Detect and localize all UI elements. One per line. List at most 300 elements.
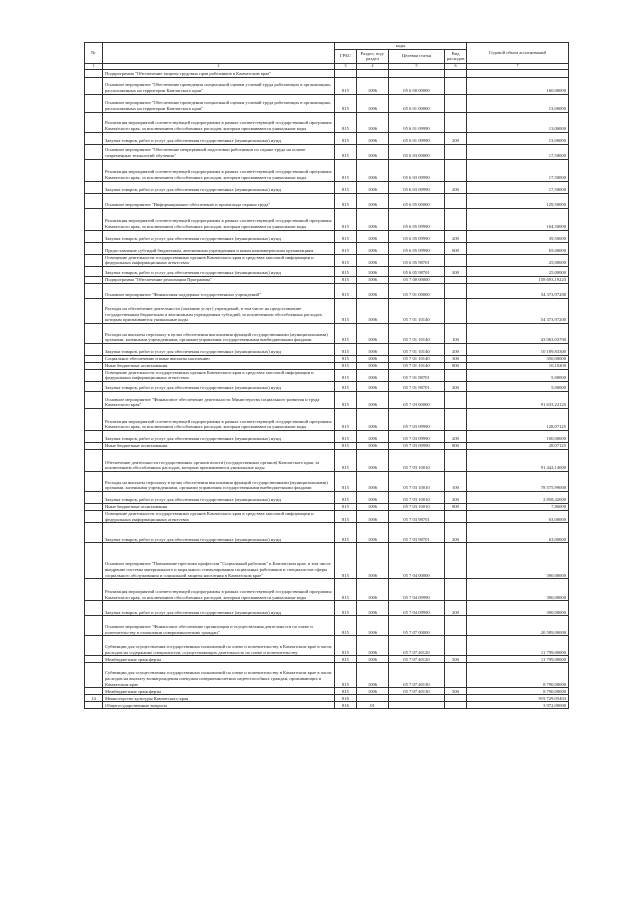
- row-section: 1006: [357, 77, 389, 94]
- row-number: [85, 381, 103, 391]
- row-target: [389, 69, 445, 77]
- row-name: Основное мероприятие "Повышение престижа профессии "Социальный работник" в Камчатском крае, в том числе внедрение системы материального и морального стимулирования социальных работников и специалистов сферы социального обслуживания и социальной защиты населения в Камчатском крае": [103, 543, 335, 579]
- row-grbs: 815: [335, 230, 357, 242]
- row-amount: 8 790,00000: [467, 688, 569, 695]
- row-vid: [445, 276, 467, 283]
- row-section: 1006: [357, 362, 389, 369]
- row-section: 1006: [357, 254, 389, 266]
- row-target: 05 7 01 10140: [389, 323, 445, 343]
- row-name: Закупка товаров, работ и услуг для обеспечения государственных (муниципальных) нужд: [103, 430, 335, 442]
- row-number: [85, 491, 103, 503]
- row-amount: 5,00000: [467, 369, 569, 381]
- table-row: [85, 266, 569, 276]
- row-grbs: [335, 69, 357, 77]
- table-row: [85, 276, 569, 283]
- row-number: [85, 323, 103, 343]
- row-name: Закупка товаров, работ и услуг для обеспечения государственных (муниципальных) нужд: [103, 266, 335, 276]
- row-vid: [445, 254, 467, 266]
- table-row: [85, 343, 569, 355]
- row-grbs: 815: [335, 601, 357, 616]
- row-target: 05 6 05 98701: [389, 254, 445, 266]
- row-vid: [445, 208, 467, 230]
- row-amount: 13,00000: [467, 112, 569, 132]
- row-target: 05 7 03 09990: [389, 442, 445, 449]
- row-name: Расходы на выплаты персоналу в целях обеспечения выполнения функций государственными (муниципальными) органами, казенными учреждениями, органами управления государственными внебюджетными фондами: [103, 471, 335, 491]
- row-target: 05 7 07 00000: [389, 616, 445, 636]
- row-vid: 600: [445, 242, 467, 254]
- row-number: [85, 254, 103, 266]
- row-target: 05 6 05 09990: [389, 242, 445, 254]
- row-name: Закупка товаров, работ и услуг для обеспечения государственных (муниципальных) нужд: [103, 230, 335, 242]
- table-row: [85, 663, 569, 688]
- row-vid: [445, 112, 467, 132]
- row-amount: 158 693,19223: [467, 276, 569, 283]
- row-amount: 91 442,14000: [467, 449, 569, 471]
- row-name: Основное мероприятие "Обеспечение проведения специальной оценки условий труда работающих в организациях, расположенных на территории Камчатского края": [103, 94, 335, 112]
- row-target: 05 7 03 10010: [389, 449, 445, 471]
- table-row: [85, 471, 569, 491]
- row-section: 1006: [357, 688, 389, 695]
- row-amount: 39,50000: [467, 230, 569, 242]
- row-grbs: 815: [335, 369, 357, 381]
- table-row: [85, 77, 569, 94]
- row-section: 01: [357, 702, 389, 709]
- row-vid: [445, 298, 467, 323]
- row-section: 1006: [357, 601, 389, 616]
- row-name: Обеспечение деятельности государственных органов власти (государственных органов) Камчатского края, за исключением обособленных расходов, которым присваиваются уникальные коды: [103, 449, 335, 471]
- row-name: Основное мероприятие "Обеспечение непрерывной подготовки работников по охране труда на основе современных технологий обучения": [103, 144, 335, 159]
- row-amount: 54 373,97200: [467, 298, 569, 323]
- row-section: 1006: [357, 391, 389, 408]
- row-vid: 800: [445, 442, 467, 449]
- row-section: 1006: [357, 276, 389, 283]
- row-vid: [445, 695, 467, 702]
- row-grbs: 815: [335, 355, 357, 362]
- table-row: [85, 181, 569, 193]
- row-grbs: 815: [335, 510, 357, 522]
- row-target: 05 7 03 00000: [389, 391, 445, 408]
- budget-table-sheet: [84, 42, 568, 709]
- table-row: [85, 391, 569, 408]
- table-row: [85, 132, 569, 144]
- row-target: [389, 702, 445, 709]
- row-number: [85, 266, 103, 276]
- table-row: [85, 503, 569, 510]
- row-section: 1006: [357, 266, 389, 276]
- table-row: [85, 695, 569, 702]
- row-grbs: 815: [335, 266, 357, 276]
- header-index: 7: [467, 63, 569, 69]
- row-section: 1006: [357, 471, 389, 491]
- row-number: [85, 523, 103, 543]
- row-section: 1006: [357, 491, 389, 503]
- row-grbs: 816: [335, 702, 357, 709]
- row-target: 05 7 03 09990: [389, 430, 445, 442]
- row-number: [85, 430, 103, 442]
- row-amount: 7,86000: [467, 503, 569, 510]
- row-target: 05 7 01 98701: [389, 381, 445, 391]
- row-grbs: 815: [335, 503, 357, 510]
- row-grbs: 815: [335, 636, 357, 656]
- row-amount: 17,50000: [467, 144, 569, 159]
- row-vid: [445, 77, 467, 94]
- header-vid: Вид расходов: [445, 49, 467, 63]
- row-name: Закупка товаров, работ и услуг для обеспечения государственных (муниципальных) нужд: [103, 601, 335, 616]
- row-name: Освещение деятельности государственных органов Камчатского края в средствах массовой информации и федеральных информационных агентствах: [103, 510, 335, 522]
- row-name: Иные бюджетные ассигнования: [103, 362, 335, 369]
- row-vid: 800: [445, 362, 467, 369]
- row-amount: 17,50000: [467, 181, 569, 193]
- row-amount: 63,00000: [467, 523, 569, 543]
- table-row: [85, 616, 569, 636]
- row-name: Иные бюджетные ассигнования: [103, 503, 335, 510]
- row-grbs: 815: [335, 471, 357, 491]
- table-row: [85, 579, 569, 601]
- row-vid: 200: [445, 266, 467, 276]
- table-row: [85, 193, 569, 208]
- row-amount: 43 063,03700: [467, 323, 569, 343]
- header-grbs: ГРБС: [335, 49, 357, 63]
- row-section: 1006: [357, 144, 389, 159]
- row-name: Межбюджетные трансферты: [103, 656, 335, 663]
- row-amount: 91 633,22125: [467, 391, 569, 408]
- row-grbs: 815: [335, 132, 357, 144]
- row-vid: [445, 94, 467, 112]
- row-name: Реализация мероприятий соответствующей подпрограммы в рамках соответствующей государственной программы Камчатского края, за исключением обособленных расходов, которым присваиваются уникальные коды: [103, 579, 335, 601]
- row-section: 1006: [357, 408, 389, 430]
- row-vid: 200: [445, 523, 467, 543]
- row-number: [85, 69, 103, 77]
- row-target: 05 6 03 09990: [389, 181, 445, 193]
- row-vid: 100: [445, 471, 467, 491]
- row-name: Закупка товаров, работ и услуг для обеспечения государственных (муниципальных) нужд: [103, 132, 335, 144]
- row-number: [85, 471, 103, 491]
- row-amount: 919 729,05403: [467, 695, 569, 702]
- row-vid: 500: [445, 688, 467, 695]
- table-row: [85, 112, 569, 132]
- row-name: Социальное обеспечение и иные выплаты населению: [103, 355, 335, 362]
- row-target: 05 7 03 10010: [389, 471, 445, 491]
- table-row: [85, 94, 569, 112]
- row-name: Закупка товаров, работ и услуг для обеспечения государственных (муниципальных) нужд: [103, 523, 335, 543]
- header-codes: коды: [335, 43, 467, 50]
- row-grbs: 815: [335, 449, 357, 471]
- row-amount: 10,10200: [467, 362, 569, 369]
- row-section: 1006: [357, 298, 389, 323]
- row-target: 05 7 03 09990: [389, 408, 445, 430]
- row-vid: [445, 144, 467, 159]
- row-amount: 11 799,00000: [467, 656, 569, 663]
- row-number: [85, 616, 103, 636]
- row-vid: [445, 449, 467, 471]
- table-row: [85, 408, 569, 430]
- row-section: [357, 69, 389, 77]
- row-grbs: 815: [335, 579, 357, 601]
- row-amount: 129,50000: [467, 193, 569, 208]
- row-amount: 390,00000: [467, 543, 569, 579]
- row-amount: 17,50000: [467, 159, 569, 181]
- row-number: [85, 579, 103, 601]
- row-number: [85, 112, 103, 132]
- table-row: [85, 230, 569, 242]
- row-target: 05 7 03 98701: [389, 523, 445, 543]
- row-name: Министерство культуры Камчатского края: [103, 695, 335, 702]
- table-row: [85, 369, 569, 381]
- row-vid: [445, 702, 467, 709]
- row-vid: 200: [445, 601, 467, 616]
- row-section: 1006: [357, 230, 389, 242]
- row-amount: 2 858,42000: [467, 491, 569, 503]
- row-grbs: 815: [335, 276, 357, 283]
- row-target: 05 7 01 98701: [389, 369, 445, 381]
- row-target: 05 7 04 09990: [389, 601, 445, 616]
- row-grbs: 815: [335, 181, 357, 193]
- row-target: 05 6 05 09990: [389, 230, 445, 242]
- table-row: [85, 69, 569, 77]
- row-vid: [445, 510, 467, 522]
- row-section: 1006: [357, 579, 389, 601]
- row-amount: 65,00000: [467, 242, 569, 254]
- row-vid: 300: [445, 355, 467, 362]
- row-grbs: 815: [335, 663, 357, 688]
- row-name: Реализация мероприятий соответствующей подпрограммы в рамках соответствующей государственной программы Камчатского края, за исключением обособленных расходов, которым присваиваются уникальные коды: [103, 112, 335, 132]
- table-row: [85, 355, 569, 362]
- row-vid: 500: [445, 656, 467, 663]
- row-amount: 54 373,97200: [467, 283, 569, 298]
- row-section: 1006: [357, 112, 389, 132]
- row-target: 05 7 01 10140: [389, 355, 445, 362]
- row-number: [85, 355, 103, 362]
- row-target: 05 6 00 00000: [389, 77, 445, 94]
- row-number: [85, 663, 103, 688]
- header-index: 1: [85, 63, 103, 69]
- table-row: [85, 242, 569, 254]
- row-amount: 350,00000: [467, 355, 569, 362]
- row-section: 1006: [357, 369, 389, 381]
- row-number: [85, 343, 103, 355]
- row-number: [85, 181, 103, 193]
- row-section: 1006: [357, 323, 389, 343]
- row-number: [85, 408, 103, 430]
- row-name: Закупка товаров, работ и услуг для обеспечения государственных (муниципальных) нужд: [103, 181, 335, 193]
- row-name: Основное мероприятие "Информационное обеспечение и пропаганда охраны труда": [103, 193, 335, 208]
- row-section: 1006: [357, 181, 389, 193]
- row-vid: [445, 391, 467, 408]
- row-section: 1006: [357, 343, 389, 355]
- row-section: 1006: [357, 132, 389, 144]
- row-target: 05 7 03 10010: [389, 503, 445, 510]
- row-number: [85, 702, 103, 709]
- row-target: 05 7 04 09990: [389, 579, 445, 601]
- header-index: 6: [445, 63, 467, 69]
- row-grbs: 815: [335, 283, 357, 298]
- row-target: 05 6 01 00000: [389, 94, 445, 112]
- row-grbs: 815: [335, 254, 357, 266]
- table-row: [85, 323, 569, 343]
- table-row: [85, 254, 569, 266]
- table-row: [85, 601, 569, 616]
- row-target: 05 7 04 00000: [389, 543, 445, 579]
- row-grbs: 815: [335, 381, 357, 391]
- row-grbs: 815: [335, 362, 357, 369]
- row-grbs: 815: [335, 159, 357, 181]
- row-vid: 200: [445, 181, 467, 193]
- row-vid: [445, 543, 467, 579]
- row-vid: 200: [445, 491, 467, 503]
- table-row: [85, 430, 569, 442]
- table-row: [85, 523, 569, 543]
- row-number: [85, 369, 103, 381]
- row-grbs: 815: [335, 430, 357, 442]
- row-vid: [445, 283, 467, 298]
- row-section: 1006: [357, 193, 389, 208]
- row-name: Подпрограмма "Обеспечение защиты трудовых прав работников в Камчатском крае": [103, 69, 335, 77]
- row-name: Основное мероприятие "Финансовое обеспечение деятельности Министерства социального развития и труда Камчатского края": [103, 391, 335, 408]
- row-number: [85, 144, 103, 159]
- table-row: [85, 702, 569, 709]
- row-vid: [445, 636, 467, 656]
- row-vid: [445, 193, 467, 208]
- row-target: [389, 695, 445, 702]
- row-amount: 10 189,83300: [467, 343, 569, 355]
- table-row: [85, 159, 569, 181]
- row-grbs: 815: [335, 193, 357, 208]
- row-vid: 200: [445, 230, 467, 242]
- row-target: 05 6 05 98701: [389, 266, 445, 276]
- row-target: 05 7 07 40130: [389, 688, 445, 695]
- row-number: [85, 656, 103, 663]
- table-row: [85, 442, 569, 449]
- header-index: 4: [357, 63, 389, 69]
- row-amount: 13,00000: [467, 132, 569, 144]
- row-amount: 63,00000: [467, 510, 569, 522]
- row-vid: 200: [445, 343, 467, 355]
- header-index: 2: [103, 63, 335, 69]
- row-name: Реализация мероприятий соответствующей подпрограммы в рамках соответствующей государственной программы Камчатского края, за исключением обособленных расходов, которым присваиваются уникальные коды: [103, 159, 335, 181]
- row-target: 05 7 03 10010: [389, 491, 445, 503]
- table-row: [85, 362, 569, 369]
- row-vid: [445, 579, 467, 601]
- row-section: 1006: [357, 159, 389, 181]
- row-name: Межбюджетные трансферты: [103, 688, 335, 695]
- table-row: [85, 298, 569, 323]
- row-vid: [445, 408, 467, 430]
- table-row: [85, 688, 569, 695]
- row-grbs: 815: [335, 144, 357, 159]
- row-vid: 200: [445, 381, 467, 391]
- row-grbs: 815: [335, 688, 357, 695]
- row-section: 1006: [357, 523, 389, 543]
- row-vid: 800: [445, 503, 467, 510]
- row-grbs: 815: [335, 94, 357, 112]
- row-name: Основное мероприятие "Финансовая поддержка государственных учреждений": [103, 283, 335, 298]
- row-vid: [445, 369, 467, 381]
- row-amount: 20 589,00000: [467, 616, 569, 636]
- row-number: [85, 208, 103, 230]
- row-amount: 160,00000: [467, 77, 569, 94]
- header-amount: Годовой объем ассигнований: [467, 43, 569, 64]
- row-amount: 25,00000: [467, 254, 569, 266]
- row-target: 05 7 03 98701: [389, 510, 445, 522]
- row-amount: [467, 69, 569, 77]
- header-number: №: [85, 43, 103, 64]
- row-section: 1006: [357, 283, 389, 298]
- row-section: 1006: [357, 510, 389, 522]
- row-number: [85, 362, 103, 369]
- row-name: Основное мероприятие "Обеспечение проведения специальной оценки условий труда работающих в организациях, расположенных на территории Камчатского края": [103, 77, 335, 94]
- row-name: Закупка товаров, работ и услуг для обеспечения государственных (муниципальных) нужд: [103, 491, 335, 503]
- row-number: [85, 230, 103, 242]
- row-name: Расходы на выплаты персоналу в целях обеспечения выполнения функций государственными (муниципальными) органами, казенными учреждениями, органами управления государственными внебюджетными фондами: [103, 323, 335, 343]
- table-row: [85, 510, 569, 522]
- row-amount: 104,50000: [467, 208, 569, 230]
- row-target: 05 6 05 09990: [389, 208, 445, 230]
- budget-table-body: [85, 69, 569, 709]
- header-index: 5: [389, 63, 445, 69]
- row-number: [85, 159, 103, 181]
- row-target: 05 7 07 40120: [389, 656, 445, 663]
- row-name: Основное мероприятие "Финансовое обеспечение организации и осуществления деятельности по опеке и попечительству в отношении совершеннолетних граждан": [103, 616, 335, 636]
- row-number: [85, 503, 103, 510]
- row-number: [85, 601, 103, 616]
- row-name: Освещение деятельности государственных органов Камчатского края в средствах массовой информации и федеральных информационных агентствах: [103, 254, 335, 266]
- row-number: [85, 391, 103, 408]
- row-name: Субвенции для осуществления государственных полномочий по опеке и попечительству в Камчатском крае в части расходов на содержание специалистов, осуществляющих деятельность по опеке и попечительству: [103, 636, 335, 656]
- row-number: 14: [85, 695, 103, 702]
- table-row: [85, 656, 569, 663]
- row-amount: 390,00000: [467, 601, 569, 616]
- row-number: [85, 442, 103, 449]
- row-section: 1006: [357, 503, 389, 510]
- row-vid: [445, 616, 467, 636]
- row-grbs: 815: [335, 616, 357, 636]
- row-target: 05 7 01 10140: [389, 343, 445, 355]
- row-section: 1006: [357, 636, 389, 656]
- table-row: [85, 381, 569, 391]
- row-amount: 78 575,99000: [467, 471, 569, 491]
- row-section: 1006: [357, 663, 389, 688]
- row-number: [85, 543, 103, 579]
- row-target: 05 7 01 10140: [389, 298, 445, 323]
- row-target: 05 6 03 09990: [389, 159, 445, 181]
- row-section: 1006: [357, 94, 389, 112]
- row-grbs: 816: [335, 695, 357, 702]
- row-grbs: 815: [335, 656, 357, 663]
- header-section: Раздел, под-раздел: [357, 49, 389, 63]
- row-name: Реализация мероприятий соответствующей подпрограммы в рамках соответствующей государственной программы Камчатского края, за исключением обособленных расходов, которым присваиваются уникальные коды: [103, 208, 335, 230]
- row-amount: 128,07125: [467, 408, 569, 430]
- row-target: 05 7 01 00000: [389, 283, 445, 298]
- row-target: 05 6 03 00000: [389, 144, 445, 159]
- row-grbs: 815: [335, 77, 357, 94]
- row-target: 05 7 01 10140: [389, 362, 445, 369]
- row-name: Иные бюджетные ассигнования: [103, 442, 335, 449]
- row-amount: 390,00000: [467, 579, 569, 601]
- row-name: Расходы на обеспечение деятельности (оказание услуг) учреждений, в том числе на предоставление государственным бюджетным и автономным учреждениям субсидий, за исключением обособленных расходов, которым присваиваются уникальные коды: [103, 298, 335, 323]
- row-name: Закупка товаров, работ и услуг для обеспечения государственных (муниципальных) нужд: [103, 343, 335, 355]
- row-grbs: 815: [335, 112, 357, 132]
- row-number: [85, 449, 103, 471]
- row-target: 05 6 01 09990: [389, 112, 445, 132]
- row-number: [85, 298, 103, 323]
- row-amount: 8 790,00000: [467, 663, 569, 688]
- row-section: 1006: [357, 208, 389, 230]
- row-amount: 100,00000: [467, 430, 569, 442]
- row-number: [85, 276, 103, 283]
- row-section: 1006: [357, 616, 389, 636]
- row-name: Подпрограмма "Обеспечение реализации Программы": [103, 276, 335, 283]
- row-grbs: 815: [335, 323, 357, 343]
